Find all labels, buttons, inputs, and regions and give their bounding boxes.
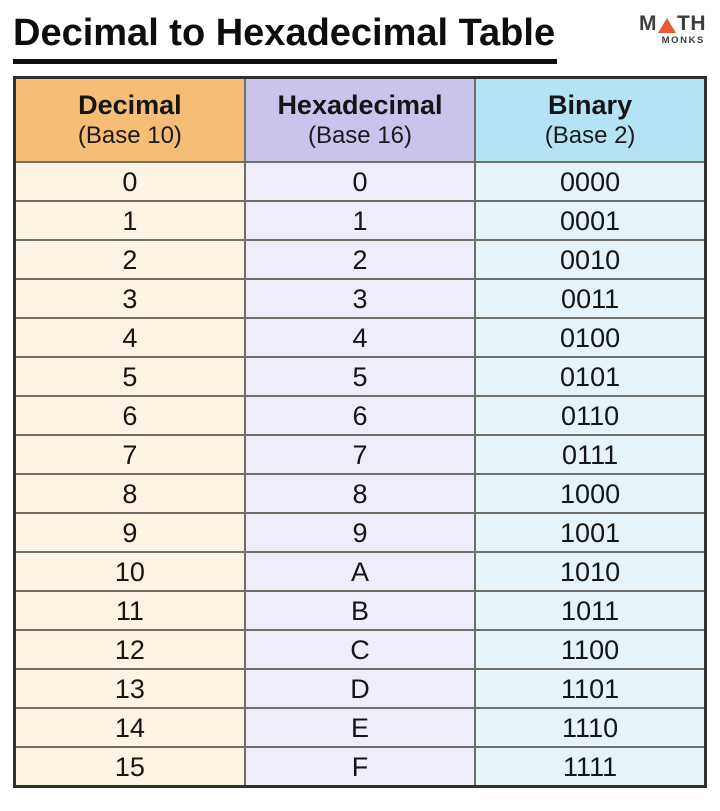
table-cell: B <box>245 591 475 630</box>
table-cell: A <box>245 552 475 591</box>
table-cell: 0 <box>15 162 245 201</box>
column-base: (Base 16) <box>307 122 413 149</box>
column-header-decimal <box>15 78 245 163</box>
table-cell: 6 <box>15 396 245 435</box>
table-row <box>15 747 706 787</box>
table-cell: 0010 <box>475 240 705 279</box>
table-row <box>15 435 706 474</box>
table-cell: C <box>245 630 475 669</box>
table-row <box>15 279 706 318</box>
table-row <box>15 201 706 240</box>
logo-letter-m: M <box>639 12 657 35</box>
table-cell: 12 <box>15 630 245 669</box>
table-row <box>15 474 706 513</box>
header-bar <box>0 0 720 64</box>
table-cell: 8 <box>245 474 475 513</box>
table-row <box>15 708 706 747</box>
table-cell: 0001 <box>475 201 705 240</box>
table-row <box>15 357 706 396</box>
table-cell: 4 <box>15 318 245 357</box>
table-row <box>15 591 706 630</box>
table-row <box>15 552 706 591</box>
column-header-binary <box>475 78 705 163</box>
table-cell: 5 <box>245 357 475 396</box>
table-cell: 3 <box>245 279 475 318</box>
table-cell: 1001 <box>475 513 705 552</box>
column-base: (Base 2) <box>544 122 636 149</box>
table-cell: 13 <box>15 669 245 708</box>
table-cell: 1100 <box>475 630 705 669</box>
table-cell: 10 <box>15 552 245 591</box>
table-cell: 1011 <box>475 591 705 630</box>
table-cell: D <box>245 669 475 708</box>
conversion-table <box>13 76 707 788</box>
logo-subtext: MONKS <box>661 35 705 46</box>
table-cell: 11 <box>15 591 245 630</box>
table-cell: 1 <box>245 201 475 240</box>
triangle-icon <box>658 18 676 33</box>
table-cell: 7 <box>245 435 475 474</box>
table-row <box>15 630 706 669</box>
table-cell: 1010 <box>475 552 705 591</box>
table-cell: 1110 <box>475 708 705 747</box>
table-cell: F <box>245 747 475 787</box>
logo-wordmark <box>639 14 706 34</box>
table-cell: 5 <box>15 357 245 396</box>
table-row <box>15 669 706 708</box>
table-cell: 1101 <box>475 669 705 708</box>
table-cell: 0000 <box>475 162 705 201</box>
header-row <box>15 78 706 163</box>
table-row <box>15 162 706 201</box>
table-header <box>15 78 706 163</box>
table-cell: 1111 <box>475 747 705 787</box>
table-cell: 1 <box>15 201 245 240</box>
table-cell: 0110 <box>475 396 705 435</box>
table-cell: 0011 <box>475 279 705 318</box>
column-header-hexadecimal <box>245 78 475 163</box>
table-row <box>15 513 706 552</box>
table-cell: E <box>245 708 475 747</box>
column-name: Hexadecimal <box>277 90 443 120</box>
table-cell: 0111 <box>475 435 705 474</box>
table-cell: 2 <box>15 240 245 279</box>
table-cell: 0100 <box>475 318 705 357</box>
table-cell: 8 <box>15 474 245 513</box>
table-cell: 7 <box>15 435 245 474</box>
logo-letters-th: TH <box>677 12 706 35</box>
table-body <box>15 162 706 787</box>
table-cell: 3 <box>15 279 245 318</box>
table-cell: 2 <box>245 240 475 279</box>
table-cell: 14 <box>15 708 245 747</box>
column-name: Binary <box>548 90 633 120</box>
math-monks-logo <box>639 14 706 46</box>
page-title: Decimal to Hexadecimal Table <box>13 10 557 64</box>
table-cell: 0101 <box>475 357 705 396</box>
table-cell: 4 <box>245 318 475 357</box>
table-cell: 9 <box>15 513 245 552</box>
column-name: Decimal <box>78 90 182 120</box>
table-cell: 6 <box>245 396 475 435</box>
table-row <box>15 396 706 435</box>
table-cell: 0 <box>245 162 475 201</box>
table-row <box>15 318 706 357</box>
table-cell: 15 <box>15 747 245 787</box>
table-cell: 1000 <box>475 474 705 513</box>
table-cell: 9 <box>245 513 475 552</box>
column-base: (Base 10) <box>77 122 182 149</box>
table-row <box>15 240 706 279</box>
